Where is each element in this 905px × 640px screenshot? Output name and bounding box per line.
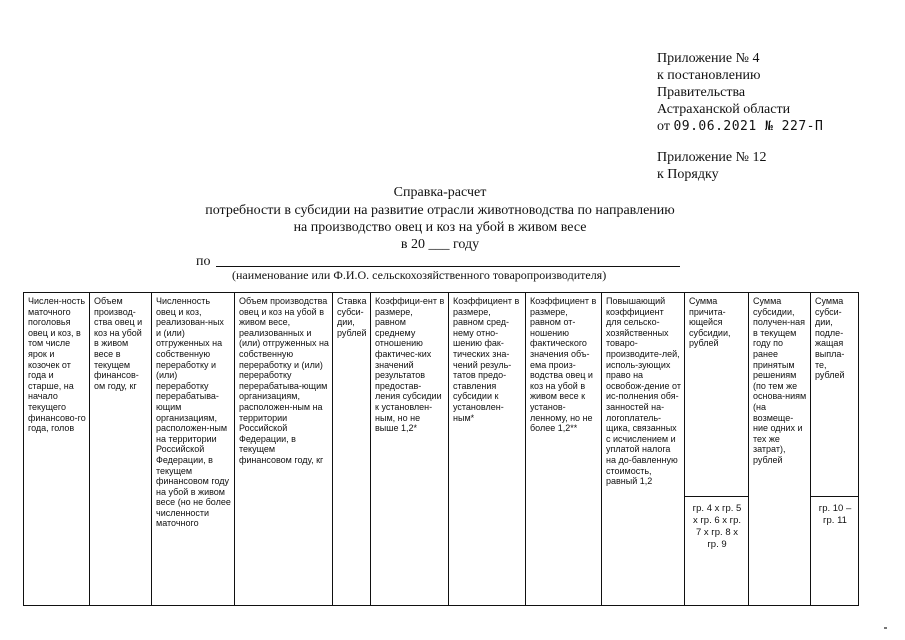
- header-cell-12: Сумма субси-дии, подле-жащая выпла-те, рублей: [811, 293, 859, 497]
- document-title: Справка-расчет: [393, 185, 487, 200]
- appendix-4-block: [657, 50, 897, 135]
- appendix-4-line2: к постановлению: [657, 68, 761, 83]
- appendix-4-line4: Астраханской области: [657, 102, 791, 117]
- header-cell-5: Ставка субси-дии, рублей: [333, 293, 371, 606]
- appendix-4-line3: Правительства: [657, 85, 746, 100]
- producer-caption: (наименование или Ф.И.О. сельскохозяйственного товаропроизводителя): [232, 268, 607, 282]
- producer-blank-line: [216, 266, 680, 267]
- calculation-table: [23, 292, 859, 606]
- header-cell-2: Объем производ-ства овец и коз на убой в живом весе в текущем финансов-ом году, кг: [90, 293, 152, 606]
- header-cell-3: Численность овец и коз, реализован-ных и (или) отгруженных на собственную переработку и (или) переработку перерабатыва-ющим организациям, расположен-ным на территории Российской Федерации, в текущем финансовом году на убой в живом весе (но не более численности маточного: [152, 293, 235, 606]
- title-line-3: на производство овец и коз на убой в живом весе: [293, 220, 587, 235]
- scan-speck: [884, 627, 887, 629]
- date-number-stamp: 09.06.2021 № 227-П: [673, 119, 824, 134]
- appendix-12-line1: Приложение № 12: [657, 150, 767, 165]
- header-cell-6: Коэффици-ент в размере, равном среднему отношению фактичес-ких значений результатов предостав-ления субсидии к установлен-ным, но не выше 1,2*: [371, 293, 449, 606]
- date-prefix: от: [657, 119, 674, 134]
- header-cell-10: Сумма причита-ющейся субсидии, рублей: [685, 293, 749, 497]
- appendix-12-line2: к Порядку: [657, 167, 719, 182]
- calculation-table-wrapper: [23, 292, 858, 606]
- appendix-4-date: [657, 118, 897, 135]
- header-cell-11: Сумма субсидии, получен-ная в текущем году по ранее принятым решениям (по тем же основа-ниям (на возмеще-ние одних и тех же затрат), рублей: [749, 293, 811, 606]
- header-cell-7: Коэффициент в размере, равном сред-нему отно-шению фак-тических зна-чений резуль-татов предо-ставления субсидии к установлен-ным*: [449, 293, 526, 606]
- formula-cell-12: гр. 10 – гр. 11: [811, 497, 859, 606]
- title-line-2: потребности в субсидии на развитие отрасли животноводства по направлению: [205, 203, 675, 218]
- header-cell-8: Коэффициент в размере, равном от-ношению фактического значения объ-ема произ-водства овец и коз на убой в живом весе к установ-ленному, но не более 1,2**: [526, 293, 602, 606]
- formula-cell-10: гр. 4 х гр. 5 х гр. 6 х гр. 7 х гр. 8 х гр. 9: [685, 497, 749, 606]
- header-cell-9: Повышающий коэффициент для сельско-хозяйственных товаро-производите-лей, исполь-зующих право на освобож-дение от ис-полнения обя-занностей на-логоплатель-щика, связанных с исчислением и уплатой налога на до-бавленную стоимость, равный 1,2: [602, 293, 685, 606]
- table-header-row: [24, 293, 859, 497]
- producer-prefix: по: [196, 254, 211, 269]
- title-year-line: в 20 ___ году: [400, 237, 480, 252]
- header-cell-4: Объем производства овец и коз на убой в живом весе, реализованных и (или) отгруженных на собственную переработку и (или) переработку перерабатыва-ющим организациям, расположен-ным на территории Российской Федерации, в текущем финансовом году, кг: [235, 293, 333, 606]
- appendix-4-line1: Приложение № 4: [657, 51, 760, 66]
- appendix-12-block: [657, 149, 897, 183]
- header-cell-1: Числен-ность маточного поголовья овец и коз, в том числе ярок и козочек от года и старше, на начало текущего финансово-го года, голов: [24, 293, 90, 606]
